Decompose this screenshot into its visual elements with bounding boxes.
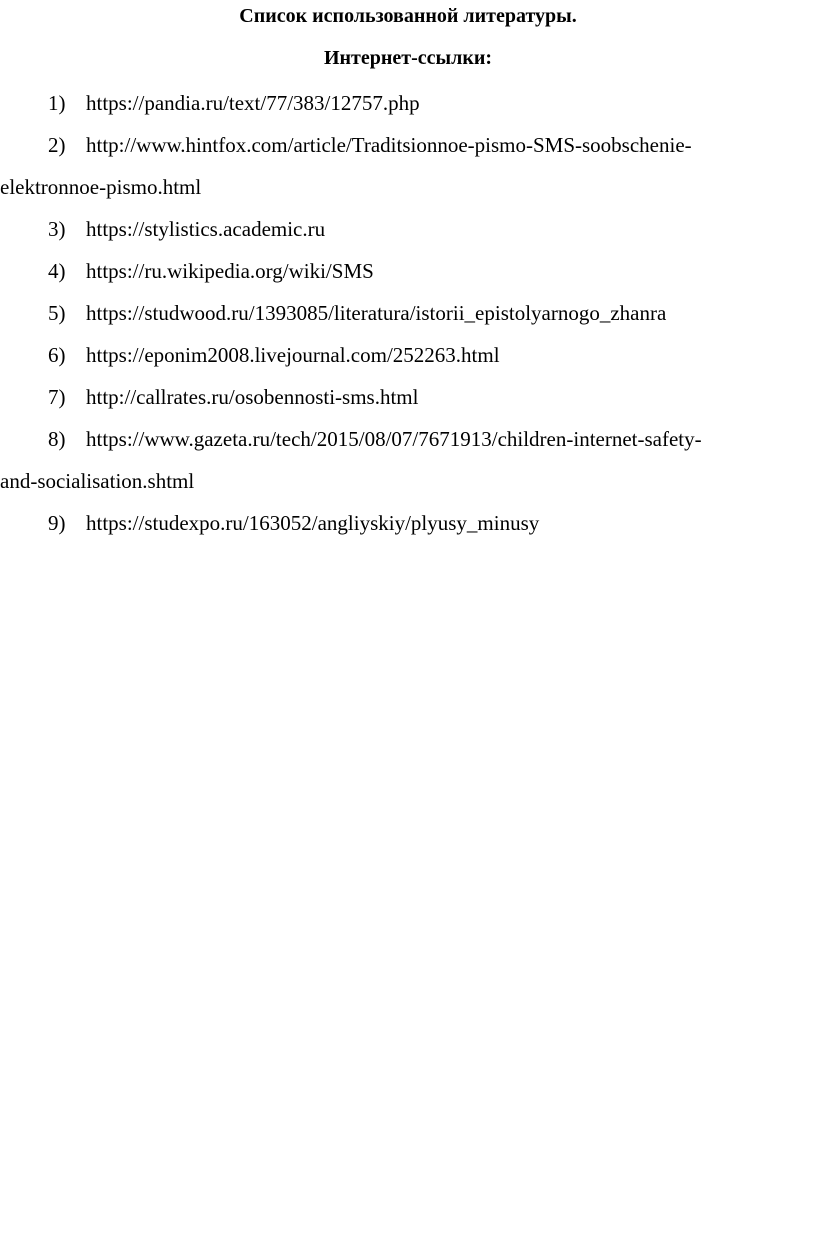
reference-item: [0, 292, 816, 334]
reference-link-continued[interactable]: and-socialisation.shtml: [0, 469, 195, 493]
reference-link[interactable]: https://www.gazeta.ru/tech/2015/08/07/7671913/children-internet-safety-: [86, 427, 702, 451]
reference-item: [0, 502, 816, 544]
reference-item: [0, 124, 816, 208]
reference-number: 3): [48, 217, 66, 241]
reference-link[interactable]: http://callrates.ru/osobennosti-sms.html: [86, 385, 419, 409]
reference-number: 8): [48, 427, 66, 451]
reference-number: 9): [48, 511, 66, 535]
reference-item: [0, 250, 816, 292]
reference-item: [0, 208, 816, 250]
reference-link[interactable]: https://pandia.ru/text/77/383/12757.php: [86, 91, 420, 115]
reference-item: [0, 82, 816, 124]
reference-link[interactable]: http://www.hintfox.com/article/Traditsionnoe-pismo-SMS-soobschenie-: [86, 133, 692, 157]
section-subtitle: Интернет-ссылки:: [323, 47, 493, 69]
reference-number: 4): [48, 259, 66, 283]
reference-item: [0, 334, 816, 376]
reference-link-continued[interactable]: elektronnoe-pismo.html: [0, 175, 202, 199]
reference-link[interactable]: https://studexpo.ru/163052/angliyskiy/plyusy_minusy: [86, 511, 540, 535]
reference-number: 7): [48, 385, 66, 409]
reference-link[interactable]: https://ru.wikipedia.org/wiki/SMS: [86, 259, 374, 283]
reference-link[interactable]: https://studwood.ru/1393085/literatura/istorii_epistolyarnogo_zhanra: [86, 301, 667, 325]
reference-list: [0, 82, 816, 544]
reference-link[interactable]: https://eponim2008.livejournal.com/252263.html: [86, 343, 500, 367]
reference-link[interactable]: https://stylistics.academic.ru: [86, 217, 326, 241]
reference-number: 2): [48, 133, 66, 157]
page-title: Список использованной литературы.: [239, 5, 577, 27]
reference-number: 1): [48, 91, 66, 115]
reference-number: 5): [48, 301, 66, 325]
reference-item: [0, 418, 816, 502]
reference-number: 6): [48, 343, 66, 367]
reference-item: [0, 376, 816, 418]
